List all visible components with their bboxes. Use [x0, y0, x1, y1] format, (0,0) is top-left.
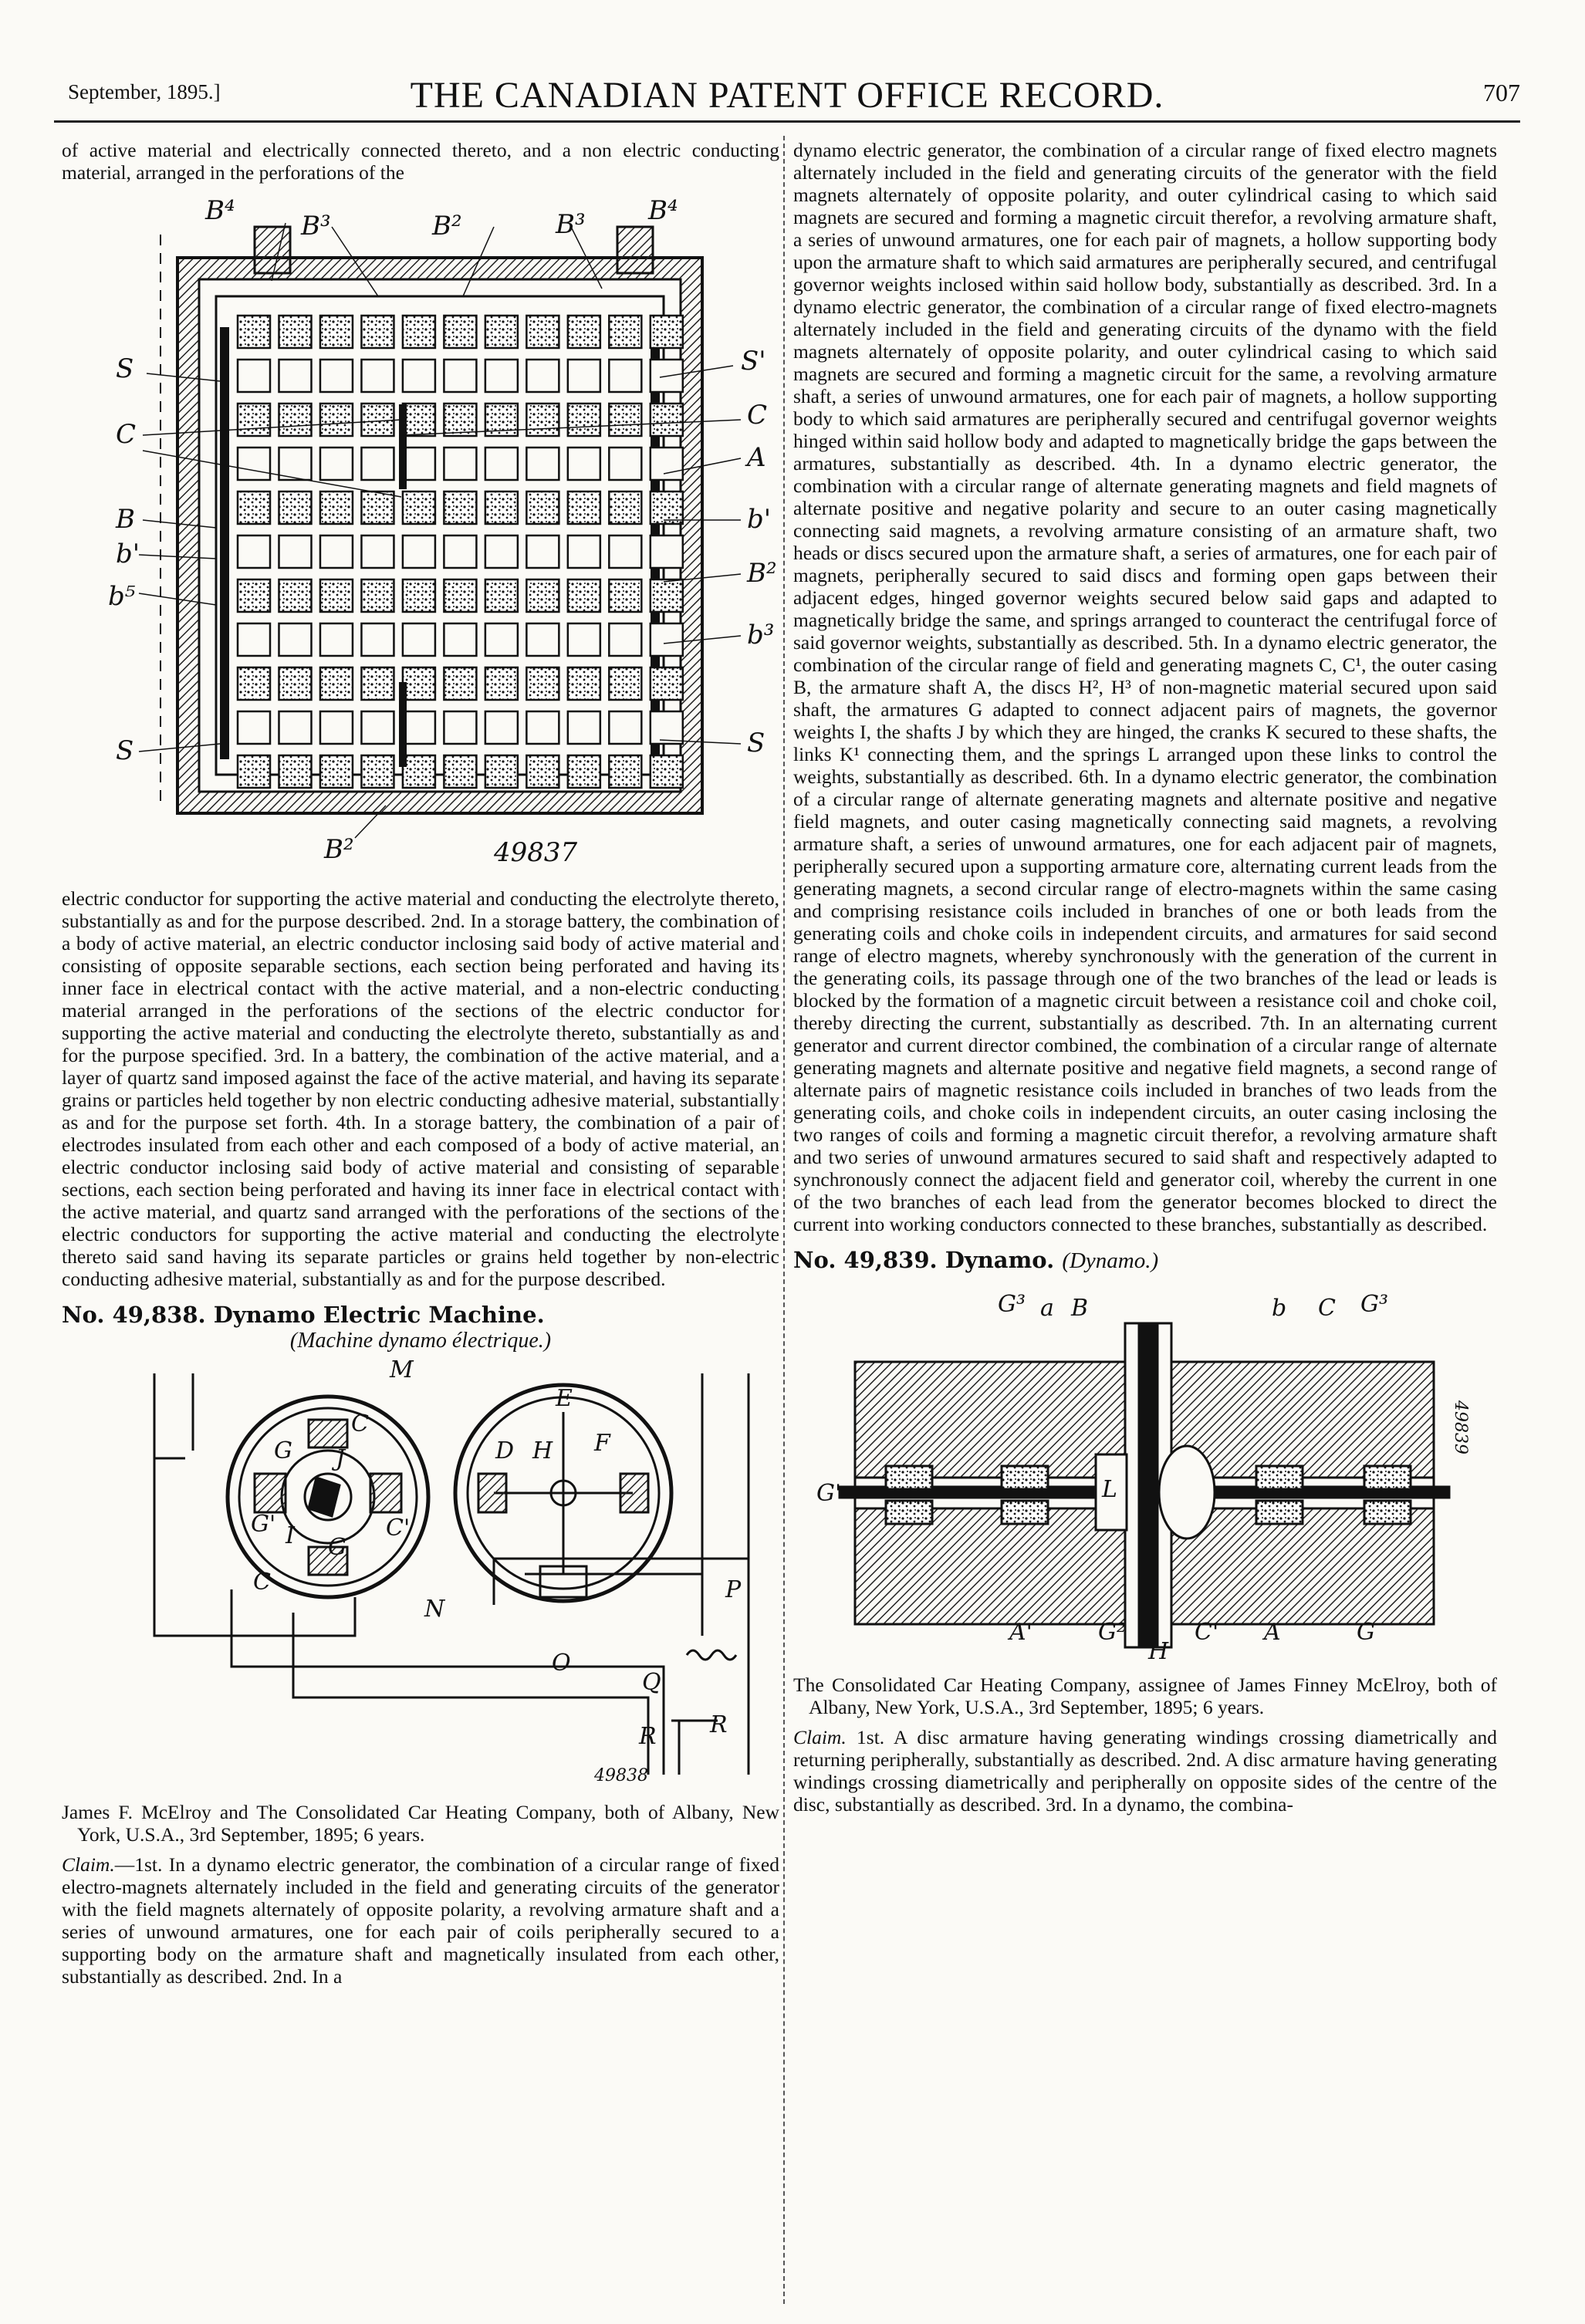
- perforation-cell: [444, 491, 476, 524]
- battery-drawing: [62, 188, 779, 883]
- label-b-lower: b: [1272, 1295, 1287, 1322]
- label-g-prime: G': [251, 1511, 276, 1538]
- perforation-cell: [568, 404, 600, 436]
- perforation-cell: [361, 579, 394, 612]
- label-h: H: [1148, 1638, 1169, 1663]
- label-a: a: [1040, 1295, 1054, 1322]
- perforation-cell: [361, 755, 394, 788]
- perforation-cell: [279, 491, 311, 524]
- perforation-cell: [651, 667, 683, 700]
- perforation-cell: [444, 448, 476, 480]
- perforation-cell: [609, 316, 641, 348]
- perforation-cell: [526, 579, 559, 612]
- perforation-cell: [320, 448, 353, 480]
- perforation-cell: [651, 448, 683, 480]
- perforation-cell: [651, 316, 683, 348]
- perforation-cell: [526, 667, 559, 700]
- perforation-cell: [526, 711, 559, 744]
- patent-49839-claim: [793, 1726, 1497, 1816]
- perforation-cell: [485, 316, 518, 348]
- patent-49839-applicant: The Consolidated Car Heating Company, assignee of James Finney McElroy, both of Albany, New York, U.S.A., 3rd September, 1895; 6 years.: [793, 1674, 1497, 1718]
- perforation-cell: [279, 360, 311, 392]
- perforation-cell: [609, 579, 641, 612]
- perforation-cell: [609, 535, 641, 568]
- perforation-cell: [238, 316, 270, 348]
- label-g3: G³: [1360, 1291, 1388, 1318]
- perforation-cell: [651, 404, 683, 436]
- perforation-cell: [651, 491, 683, 524]
- page-number: 707: [1483, 79, 1520, 106]
- claim-text: —1st. In a dynamo electric generator, the combination of a circular range of fixed electro-magnets alternately included in the field and generating circuits of the generator with the field magnets alternately of opposite polarity, a revolving armature shaft and a series of unwound armatures, one for each pair of coils peripherally secured to a supporting body on the armature shaft and magnetically insulated from each other, substantially as described. 2nd. In a: [62, 1853, 779, 1988]
- label-b4: B⁴: [205, 195, 235, 226]
- perforation-cell: [526, 360, 559, 392]
- perforation-cell: [609, 448, 641, 480]
- label-b3: B³: [556, 209, 586, 240]
- perforation-cell: [609, 491, 641, 524]
- journal-title: THE CANADIAN PATENT OFFICE RECORD.: [410, 75, 1164, 116]
- label-i: I: [286, 1522, 295, 1549]
- header-date: September, 1895.]: [68, 80, 221, 103]
- perforation-cell: [238, 535, 270, 568]
- perforation-cell: [403, 755, 435, 788]
- perforation-cell: [361, 448, 394, 480]
- perforation-cell: [485, 667, 518, 700]
- perforation-cell: [403, 491, 435, 524]
- claim-label: Claim.: [793, 1726, 847, 1748]
- perforation-cell: [238, 623, 270, 656]
- label-b2: B²: [432, 211, 462, 242]
- label-g-prime: G': [816, 1480, 842, 1507]
- perforation-cell: [485, 535, 518, 568]
- label-q: Q: [642, 1669, 661, 1696]
- perforation-cell: [238, 491, 270, 524]
- perforation-cell: [238, 360, 270, 392]
- label-a-prime: A': [1009, 1619, 1032, 1646]
- label-c-prime: C': [1195, 1619, 1219, 1646]
- perforation-cell: [609, 623, 641, 656]
- label-c: C: [747, 400, 768, 431]
- perforation-cell: [238, 667, 270, 700]
- perforation-cell: [609, 755, 641, 788]
- label-n: N: [424, 1596, 445, 1623]
- perforation-cell: [320, 535, 353, 568]
- label-b4: B⁴: [648, 195, 678, 226]
- perforation-cell: [320, 755, 353, 788]
- figure-number: 49837: [494, 837, 578, 868]
- patent-49839-heading: [793, 1249, 1497, 1272]
- perforation-grid: [238, 316, 683, 788]
- perforation-cell: [485, 491, 518, 524]
- perforation-cell: [320, 711, 353, 744]
- perforation-cell: [444, 360, 476, 392]
- patent-49839-french-title: (Dynamo.): [1062, 1248, 1159, 1273]
- right-column: [793, 139, 1497, 1816]
- perforation-cell: [238, 755, 270, 788]
- perforation-cell: [403, 579, 435, 612]
- label-a: A: [747, 442, 766, 473]
- perforation-cell: [526, 755, 559, 788]
- perforation-cell: [485, 755, 518, 788]
- perforation-cell: [651, 623, 683, 656]
- label-g: G: [1357, 1619, 1375, 1646]
- page-header: [54, 74, 1520, 123]
- label-a: A: [1264, 1619, 1281, 1646]
- perforation-cell: [361, 711, 394, 744]
- label-l: L: [1102, 1476, 1117, 1503]
- dynamo-machine-drawing: [62, 1358, 779, 1790]
- perforation-cell: [320, 404, 353, 436]
- continued-claim-text: of active material and electrically connected thereto, and a non electric conducting material, arranged in the perforations of the: [62, 139, 779, 184]
- patent-49839-title: No. 49,839. Dynamo.: [793, 1247, 1055, 1273]
- perforation-cell: [526, 448, 559, 480]
- perforation-cell: [568, 535, 600, 568]
- perforation-cell: [238, 448, 270, 480]
- label-e: E: [556, 1385, 573, 1412]
- label-c: C: [116, 419, 137, 450]
- label-g3: G³: [998, 1291, 1026, 1318]
- label-s: S: [116, 353, 134, 384]
- figure-49837-battery: [62, 188, 779, 883]
- perforation-cell: [568, 491, 600, 524]
- perforation-cell: [526, 404, 559, 436]
- label-s: S: [747, 728, 765, 758]
- perforation-cell: [651, 579, 683, 612]
- perforation-cell: [651, 535, 683, 568]
- perforation-cell: [279, 535, 311, 568]
- label-g: G: [274, 1437, 292, 1464]
- label-o: O: [552, 1650, 571, 1677]
- perforation-cell: [651, 755, 683, 788]
- perforation-cell: [403, 711, 435, 744]
- perforation-cell: [444, 623, 476, 656]
- patent-49838-applicant: James F. McElroy and The Consolidated Car Heating Company, both of Albany, New York, U.S.A., 3rd September, 1895; 6 years.: [62, 1801, 779, 1846]
- label-b5: b⁵: [108, 581, 136, 612]
- label-d: D: [495, 1437, 515, 1464]
- perforation-cell: [279, 711, 311, 744]
- label-b3: B³: [301, 211, 331, 242]
- perforation-cell: [279, 623, 311, 656]
- perforation-cell: [444, 711, 476, 744]
- perforation-cell: [485, 579, 518, 612]
- perforation-cell: [320, 491, 353, 524]
- figure-49838-dynamo-machine: [62, 1358, 779, 1790]
- perforation-cell: [403, 623, 435, 656]
- perforation-cell: [361, 667, 394, 700]
- perforation-cell: [279, 755, 311, 788]
- perforation-cell: [485, 360, 518, 392]
- perforation-cell: [320, 623, 353, 656]
- perforation-cell: [444, 667, 476, 700]
- perforation-cell: [403, 667, 435, 700]
- perforation-cell: [361, 404, 394, 436]
- patent-49838-claims-continued: dynamo electric generator, the combination of a circular range of fixed electro magnets alternately included in the field and generating circuits of the generator with the field magnets alternately of opposite polarity, and outer cylindrical casing to which said magnets are secured and forming a magnetic circuit therefor, a revolving armature shaft, a series of unwound armatures, one for each pair of magnets, a hollow supporting body upon the armature shaft to which said armatures are peripherally secured, and centrifugal governor weights inclosed within said hollow body, substantially as described. 3rd. In a dynamo electric generator, the combination of a circular range of fixed electro-magnets alternately included in the field and generating circuits of the dynamo with the field magnets alternately of opposite polarity, and outer cylindrical casing to which said magnets are secured and forming a magnetic circuit for the same, a revolving armature shaft, a series of unwound armatures, one for each pair of magnets, a hollow supporting body to which said armatures are peripherally secured and centrifugal governor weights hinged within said hollow body and adapted to magnetically bridge the gaps between the armatures, substantially as described. 4th. In a dynamo electric generator, the combination with a circular range of alternate generating magnets and field magnets of alternate positive and negative polarity and secure to an outer casing magnetically connecting said magnets, a revolving armature consisting of an armature shaft, two heads or discs secured upon the armature shaft, a series of armatures, one for each pair of magnets, peripherally secured to said discs and forming open gaps between their adjacent edges, hinged governor weights secured below said gaps and adapted to magnetically bridge the same, and springs arranged to counteract the centrifugal force of said governor weights, substantially as described. 5th. In a dynamo electric generator, the combination of the circular range of field and generating magnets C, C¹, the outer casing B, the armature shaft A, the discs H², H³ of non-magnetic material secured upon said shaft, the armatures G adapted to connect adjacent pairs of magnets, the governor weights I, the shafts J by which they are hinged, the cranks K secured to these shafts, the links K¹ connecting them, and the springs L arranged upon these links to control the weights, substantially as described. 6th. In a dynamo electric generator, the combination of a circular range of alternate generating magnets and alternate positive and negative field magnets, and outer casing magnetically connecting said magnets, a revolving armature shaft, a series of unwound armatures, one for each adjacent pair of magnets, peripherally secured upon a supporting armature core, alternating current leads from the generating magnets, a second circular range of electro-magnets within the same casing and comprising resistance coils included in branches of one or both leads from the generating coils and choke coils in independent circuits, and armatures for said second range of electro magnets, whereby synchronously with the generation of the current in the generating coils, its passage through one of the two branches of the lead or leads is blocked by the formation of a magnetic circuit between a resistance coil and choke coil, thereby directing the current, substantially as described. 7th. In an alternating current generator and current director combined, the combination of a circular range of alternate generating magnets and alternate positive and negative field magnets, a second range of alternate pairs of magnetic resistance coils included in branches of two leads from the generating coils, and choke coils in independent circuits, an outer casing inclosing the two ranges of coils and forming a magnetic circuit therefor, a revolving armature shaft and two series of unwound armatures secured to said shaft and respectively adapted to synchronously connect the adjacent field and generator coil, whereby the current in one of the two branches of each lead from the generator becomes blocked to direct the current into working conductors connected to these branches, substantially as described.: [793, 139, 1497, 1235]
- left-column: [62, 139, 779, 1988]
- label-g2: G²: [1098, 1619, 1126, 1646]
- label-f: F: [594, 1430, 610, 1457]
- perforation-cell: [238, 579, 270, 612]
- perforation-cell: [526, 316, 559, 348]
- figure-number: 49839: [1451, 1400, 1470, 1454]
- figure-49839-dynamo: [793, 1277, 1497, 1663]
- perforation-cell: [444, 755, 476, 788]
- perforation-cell: [238, 711, 270, 744]
- patent-49838-heading: No. 49,838. Dynamo Electric Machine.: [62, 1302, 545, 1328]
- dynamo-section-drawing: [793, 1277, 1497, 1663]
- perforation-cell: [403, 448, 435, 480]
- perforation-cell: [279, 404, 311, 436]
- label-b-prime: b': [116, 539, 140, 569]
- figure-number: 49838: [594, 1766, 648, 1785]
- perforation-cell: [279, 579, 311, 612]
- perforation-cell: [568, 755, 600, 788]
- perforation-cell: [403, 316, 435, 348]
- perforation-cell: [444, 579, 476, 612]
- perforation-cell: [568, 448, 600, 480]
- label-b-prime: b': [747, 504, 772, 535]
- label-r: R: [639, 1723, 657, 1750]
- label-s-prime: S': [741, 346, 766, 377]
- patent-49838-claim: [62, 1853, 779, 1988]
- perforation-cell: [444, 316, 476, 348]
- label-s: S: [116, 735, 134, 766]
- label-j: J: [336, 1445, 346, 1472]
- perforation-cell: [485, 711, 518, 744]
- perforation-cell: [403, 535, 435, 568]
- perforation-cell: [320, 579, 353, 612]
- column-divider: [783, 136, 785, 2304]
- perforation-cell: [609, 360, 641, 392]
- perforation-cell: [361, 360, 394, 392]
- perforation-cell: [609, 404, 641, 436]
- perforation-cell: [361, 491, 394, 524]
- claim-label: Claim.: [62, 1853, 115, 1876]
- perforation-cell: [444, 535, 476, 568]
- perforation-cell: [279, 316, 311, 348]
- label-m: M: [390, 1358, 414, 1383]
- label-b3: b³: [747, 620, 775, 650]
- perforation-cell: [568, 623, 600, 656]
- perforation-cell: [320, 360, 353, 392]
- label-c: C: [1318, 1295, 1336, 1322]
- perforation-cell: [568, 360, 600, 392]
- label-g: G: [328, 1534, 346, 1561]
- perforation-cell: [444, 404, 476, 436]
- label-c: C: [351, 1410, 369, 1437]
- perforation-cell: [279, 667, 311, 700]
- label-c-prime: C': [386, 1515, 411, 1542]
- perforation-cell: [568, 711, 600, 744]
- perforation-cell: [609, 667, 641, 700]
- claim-text: 1st. A disc armature having generating windings crossing diametrically and returning peripherally, substantially as described. 2nd. A disc armature having generating windings crossing diametrically and peripherally on opposite sides of the centre of the disc, substantially as described. 3rd. In a dynamo, the combina-: [793, 1726, 1498, 1816]
- perforation-cell: [526, 491, 559, 524]
- label-b: B: [116, 504, 135, 535]
- perforation-cell: [238, 404, 270, 436]
- perforation-cell: [526, 535, 559, 568]
- perforation-cell: [485, 448, 518, 480]
- label-p: P: [725, 1576, 742, 1603]
- perforation-cell: [526, 623, 559, 656]
- perforation-cell: [609, 711, 641, 744]
- patent-49837-claims: electric conductor for supporting the active material and conducting the electrolyte thereto, substantially as and for the purpose described. 2nd. In a storage battery, the combination of a body of active material, an electric conductor inclosing said body of active material and consisting of opposite separable sections, each section being perforated and having its inner face in electrical contact with the active material, and a non-electric conducting material arranged in the perforations of the sections of the electric conductor for supporting the active material and conducting the electrolyte thereto, substantially as and for the purpose specified. 3rd. In a battery, the combination of the active material, and a layer of quartz sand imposed against the face of the active material, and having its separate grains or particles held together by non electric conducting adhesive material, substantially as and for the purpose set forth. 4th. In a storage battery, the combination of a pair of electrodes insulated from each other and each composed of a body of active material, an electric conductor inclosing said body of active material and consisting of separable sections, each section being perforated and having its inner face in electrical contact with the active material, and quartz sand arranged with the perforations of the sections of the electric conductors for supporting the active material and conducting the electrolyte thereto said sand having its separate particles or grains held together by non-electric conducting adhesive material, substantially as and for the purpose described.: [62, 887, 779, 1290]
- perforation-cell: [485, 623, 518, 656]
- label-c: C: [253, 1569, 271, 1596]
- perforation-cell: [403, 404, 435, 436]
- perforation-cell: [568, 579, 600, 612]
- label-b2: B²: [324, 834, 354, 865]
- perforation-cell: [651, 711, 683, 744]
- perforation-cell: [568, 667, 600, 700]
- perforation-cell: [568, 316, 600, 348]
- perforation-cell: [361, 316, 394, 348]
- perforation-cell: [320, 316, 353, 348]
- perforation-cell: [361, 623, 394, 656]
- perforation-cell: [279, 448, 311, 480]
- label-b: B: [1071, 1295, 1089, 1322]
- label-h: H: [532, 1437, 553, 1464]
- perforation-cell: [361, 535, 394, 568]
- label-r: R: [710, 1711, 728, 1738]
- perforation-cell: [320, 667, 353, 700]
- perforation-cell: [403, 360, 435, 392]
- label-b2: B²: [747, 558, 777, 589]
- patent-49838-french-title: (Machine dynamo électrique.): [289, 1329, 552, 1353]
